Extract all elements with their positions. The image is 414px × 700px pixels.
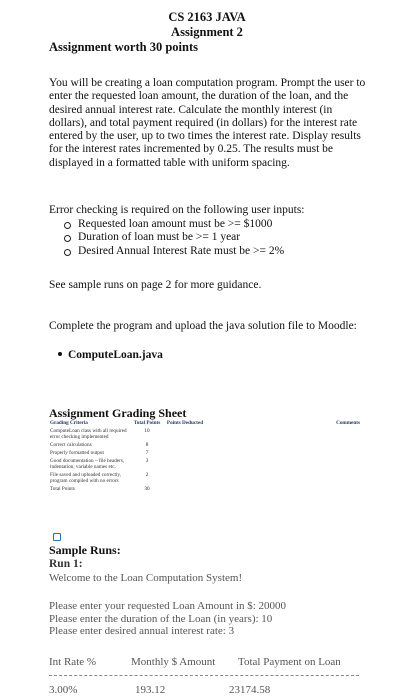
result-header-total: Total Payment on Loan: [238, 656, 341, 668]
grading-sheet-title: Assignment Grading Sheet: [49, 406, 187, 420]
list-item: Duration of loan must be >= 1 year: [63, 231, 284, 244]
error-checking-intro: Error checking is required on the following user inputs:: [49, 204, 305, 216]
result-rate: 3.00%: [49, 684, 78, 696]
assignment-worth: Assignment worth 30 points: [49, 40, 198, 54]
points-cell: 8: [145, 442, 149, 448]
criteria-cell: File saved and uploaded correctly, program compiled with no errors: [50, 472, 121, 484]
result-total: 23174.58: [229, 684, 271, 696]
points-cell: 2: [145, 472, 149, 478]
table-row: [49, 456, 361, 470]
table-row: [49, 426, 361, 440]
result-header-rate: Int Rate %: [49, 656, 97, 668]
sample-note: See sample runs on page 2 for more guidance.: [49, 279, 262, 291]
criteria-cell: Good documentation – file headers, indentation, variable names etc.: [50, 458, 125, 470]
table-row: [49, 440, 361, 448]
result-header-monthly: Monthly $ Amount: [131, 656, 216, 668]
list-item: Desired Annual Interest Rate must be >= 2%: [63, 245, 284, 258]
grading-table: [49, 420, 361, 492]
points-cell: 30: [144, 486, 150, 492]
result-monthly: 193.12: [135, 684, 166, 696]
upload-file: [58, 349, 163, 361]
points-cell: 3: [145, 458, 149, 464]
sample-runs-heading: Sample Runs:: [49, 543, 121, 557]
criteria-cell: ComputeLoan class with all required error checking implemented: [50, 428, 127, 440]
file-name: ComputeLoan.java: [68, 349, 163, 361]
console-line: Please enter desired annual interest rate: 3: [49, 625, 235, 637]
divider: [49, 675, 359, 676]
criteria-cell: Properly formatted output: [50, 450, 104, 456]
console-prompts: [49, 600, 286, 638]
console-line: Please enter the duration of the Loan (in years): 10: [49, 612, 273, 625]
table-row: [49, 448, 361, 456]
list-item: Requested loan amount must be >= $1000: [63, 218, 284, 231]
table-row: [49, 484, 361, 492]
error-checking-list: [63, 218, 284, 258]
criteria-cell: Total Points: [50, 486, 75, 492]
points-cell: 10: [144, 428, 150, 434]
grading-header-total: Total Points: [133, 420, 161, 426]
console-welcome: Welcome to the Loan Computation System!: [49, 572, 243, 584]
points-cell: 7: [145, 450, 149, 456]
table-row: [49, 470, 361, 484]
grading-header-deducted: Points Deducted: [166, 420, 204, 426]
assignment-title: Assignment 2: [171, 25, 243, 39]
bullet-icon: [58, 352, 62, 356]
assignment-description: You will be creating a loan computation program. Prompt the user to enter the requested loan amount, the duration of the loan, and the desired annual interest rate. Calculate the monthly interest (in dollars), and total payment required (in dollars) for the interest rate entered by the user, up to two times the interest rate. Display results for the interest rates incremented by 0.25. The results must be displayed in a formatted table with uniform spacing.: [49, 77, 366, 169]
course-title: CS 2163 JAVA: [168, 10, 246, 24]
run-label: Run 1:: [49, 558, 83, 570]
upload-instructions: Complete the program and upload the java solution file to Moodle:: [49, 320, 357, 332]
grading-header-criteria: Grading Criteria: [50, 420, 88, 426]
grading-header-comments: Comments: [336, 420, 360, 426]
criteria-cell: Correct calculations: [50, 442, 92, 448]
checkbox-icon[interactable]: [53, 533, 61, 541]
console-line: Please enter your requested Loan Amount in $: 20000: [49, 600, 287, 612]
